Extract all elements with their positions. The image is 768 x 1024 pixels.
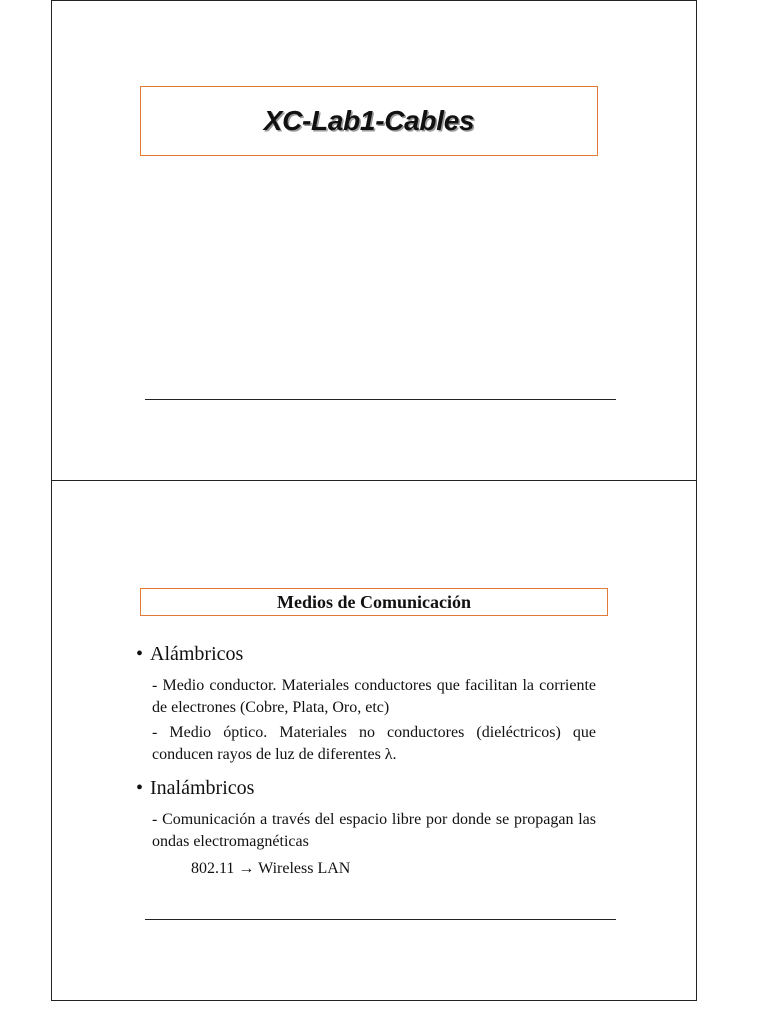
bullet-label: Alámbricos — [150, 643, 244, 665]
bullet-label: Inalámbricos — [150, 777, 255, 799]
bullet-inalambricos — [136, 777, 254, 800]
paragraph-espacio-libre: - Comunicación a través del espacio libre por donde se propagan las ondas electromagnéticas — [152, 811, 596, 850]
slide-1-bottom-rule — [145, 399, 616, 400]
example-wireless-lan: 802.11 → Wireless LAN — [191, 860, 351, 877]
bullet-marker: • — [136, 643, 144, 665]
slide-1 — [51, 0, 697, 481]
bullet-marker: • — [136, 777, 144, 799]
bullet-alambricos — [136, 643, 243, 666]
slide-2-bottom-rule — [145, 919, 616, 920]
paragraph-medio-optico: - Medio óptico. Materiales no conductores (dieléctricos) que conducen rayos de luz de diferentes λ. — [152, 724, 596, 763]
title-box — [140, 86, 598, 156]
slide-title: XC-Lab1-Cables — [263, 105, 475, 136]
paragraph-medio-conductor: - Medio conductor. Materiales conductores que facilitan la corriente de electrones (Cobre, Plata, Oro, etc) — [152, 677, 596, 716]
slide-2 — [51, 480, 697, 1001]
slide-heading: Medios de Comunicación — [276, 591, 471, 612]
heading-box — [140, 588, 608, 616]
